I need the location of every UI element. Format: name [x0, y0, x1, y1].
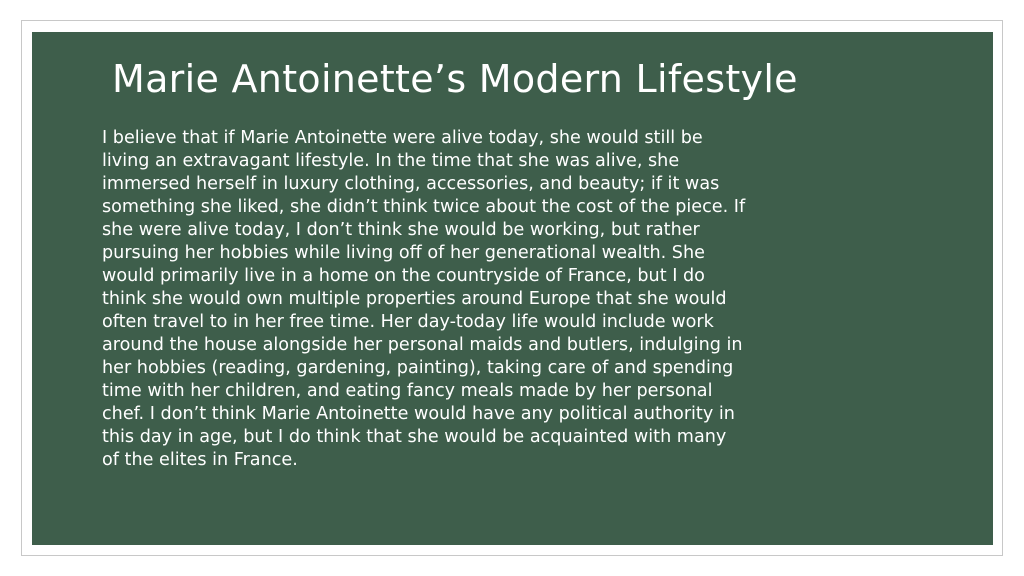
body-line: of the elites in France.	[102, 450, 298, 470]
body-line: pursuing her hobbies while living off of her generational wealth. She	[102, 243, 705, 263]
slide-title[interactable]: Marie Antoinette’s Modern Lifestyle	[112, 57, 798, 101]
body-line: something she liked, she didn’t think twice about the cost of the piece. If	[102, 197, 746, 217]
body-line: chef. I don’t think Marie Antoinette would have any political authority in	[102, 404, 735, 424]
body-line: would primarily live in a home on the countryside of France, but I do	[102, 266, 705, 286]
body-line: often travel to in her free time. Her day-today life would include work	[102, 312, 714, 332]
body-line: time with her children, and eating fancy meals made by her personal	[102, 381, 713, 401]
body-line: this day in age, but I do think that she would be acquainted with many	[102, 427, 727, 447]
body-line: immersed herself in luxury clothing, accessories, and beauty; if it was	[102, 174, 720, 194]
body-line: I believe that if Marie Antoinette were alive today, she would still be	[102, 128, 703, 148]
slide-body-text[interactable]	[102, 127, 952, 472]
slide[interactable]	[32, 32, 993, 545]
body-line: her hobbies (reading, gardening, painting), taking care of and spending	[102, 358, 734, 378]
body-line: living an extravagant lifestyle. In the time that she was alive, she	[102, 151, 680, 171]
body-line: think she would own multiple properties around Europe that she would	[102, 289, 727, 309]
body-line: she were alive today, I don’t think she would be working, but rather	[102, 220, 700, 240]
body-line: around the house alongside her personal maids and butlers, indulging in	[102, 335, 743, 355]
